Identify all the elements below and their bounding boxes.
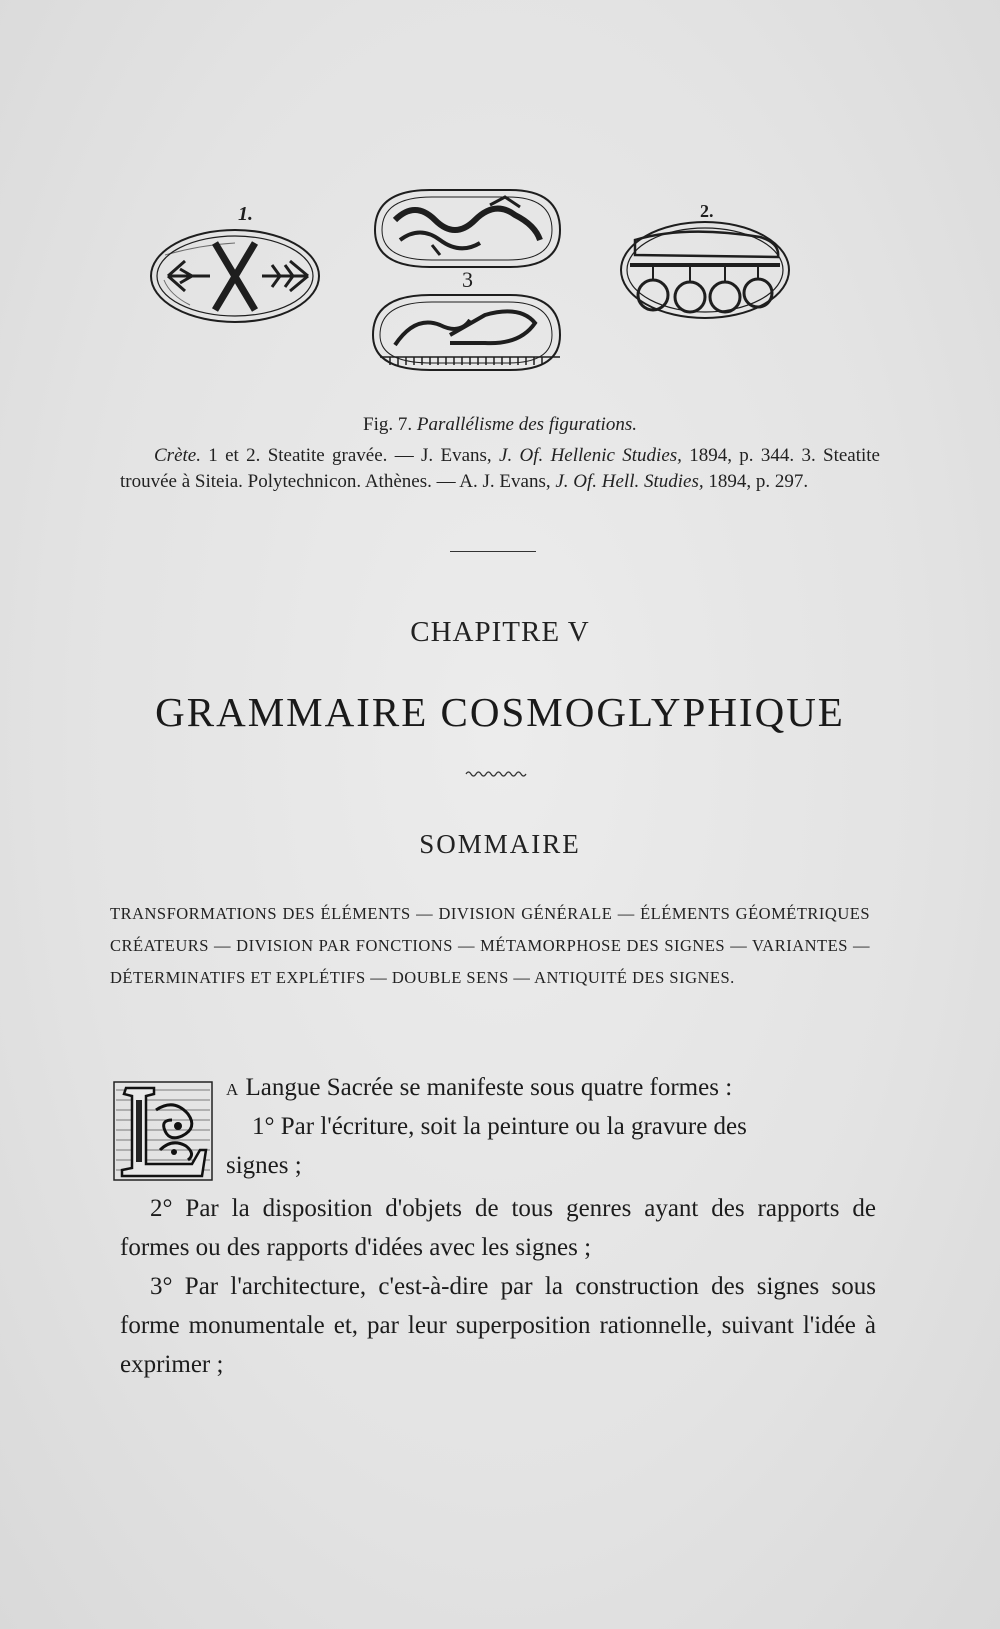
caption-part-2-text: 1894, p. 344. 3. Steatite trouvée à Siteia. Polytechnicon. Athènes. — A. J. Evans, [120,445,880,492]
decorative-dropcap [112,1080,214,1182]
seal-1 [151,230,319,322]
summary-text: TRANSFORMATIONS DES ÉLÉMENTS — DIVISION GÉNÉRALE — ÉLÉMENTS GÉOMÉTRIQUES CRÉATEURS — DIVISION PAR FONCTIONS — MÉTAMORPHOSE DES SIGNES — VARIANTES — DÉTERMINATIFS ET EXPLÉTIFS — DOUBLE SENS — ANTIQUITÉ DES SIGNES. [110,904,870,987]
paragraph-item-2: 2° Par la disposition d'objets de tous genres ayant des rapports de formes ou des rapports d'idées avec les signes ; [120,1195,876,1261]
sommaire-heading: SOMMAIRE [419,829,581,859]
caption-part-2-italic: J. Of. Hellenic Studies, [499,445,682,466]
label-2: 2. [700,201,714,221]
caption-part-1-text: 1 et 2. Steatite gravée. — J. Evans, [200,445,500,466]
paragraph-intro [226,1068,876,1109]
chapter-heading: CHAPITRE V [410,616,590,648]
caption-fig-title: Parallélisme des figurations. [416,414,637,435]
caption-part-1-italic: Crète. [154,445,201,466]
paragraph-item-1-cont: signes ; [226,1152,302,1179]
seal-3-bottom [373,295,560,370]
caption-fig-number: Fig. 7. [363,414,413,435]
paragraph-item-3: 3° Par l'architecture, c'est-à-dire par la construction des signes sous forme monumentale et, par leur superposition rationnelle, suivant l'idée à exprimer ; [120,1273,876,1378]
figure-caption-body [120,443,880,495]
seal-3-top [375,190,560,267]
intro-rest: Langue Sacrée se manifeste sous quatre formes : [239,1074,733,1101]
caption-part-3-italic: J. Of. Hell. Studies, [555,471,704,492]
dropcap-l-ornament [112,1080,214,1182]
intro-smallcap: A [226,1080,240,1099]
seal-illustration [140,185,820,395]
label-3: 3 [462,267,473,292]
chapter-title: GRAMMAIRE COSMOGLYPHIQUE [155,689,845,735]
seal-figure [140,185,820,395]
dropcap-letter: L [162,1182,163,1183]
seal-2 [621,222,789,318]
section-divider [450,551,536,552]
wavy-ornament [466,770,526,778]
figure-caption-title [120,412,880,438]
label-1: 1. [238,203,253,225]
caption-part-3-text: 1894, p. 297. [703,471,809,492]
paragraph-item-1: 1° Par l'écriture, soit la peinture ou la gravure des [252,1113,747,1140]
